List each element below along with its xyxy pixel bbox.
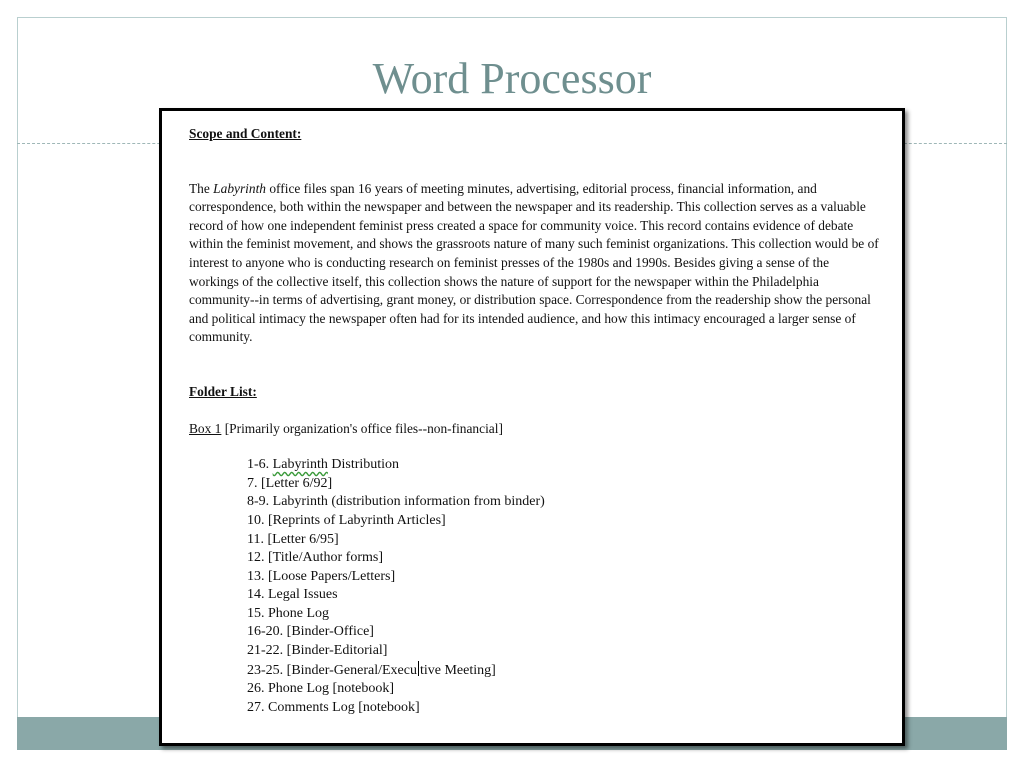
list-item: 11. [Letter 6/95] [247, 531, 339, 547]
list-item: 21-22. [Binder-Editorial] [247, 643, 388, 659]
list-item: 16-20. [Binder-Office] [247, 624, 374, 640]
list-item: 10. [Reprints of Labyrinth Articles] [247, 512, 446, 528]
list-item: 26. Phone Log [notebook] [247, 681, 394, 697]
folder-list-heading: Folder List: [189, 383, 257, 399]
box-description: [Primarily organization's office files--non-financial] [221, 420, 503, 436]
list-item [247, 456, 879, 475]
document-page[interactable] [159, 108, 905, 746]
scope-italic-title: Labyrinth [213, 180, 266, 196]
list-item: 12. [Title/Author forms] [247, 550, 383, 566]
scope-heading: Scope and Content: [189, 126, 302, 141]
slide-title: Word Processor [372, 54, 652, 103]
text-cursor [418, 661, 419, 676]
folder-list [247, 456, 879, 717]
list-item: 13. [Loose Papers/Letters] [247, 568, 396, 584]
list-item: 27. Comments Log [notebook] [247, 699, 420, 715]
list-item-prefix: 1-6. [247, 457, 273, 473]
list-item [247, 661, 879, 681]
list-item-suffix: Distribution [327, 457, 400, 473]
box-line [189, 420, 879, 439]
list-item: 14. Legal Issues [247, 587, 338, 603]
spellcheck-flag[interactable]: Labyrinth [272, 457, 328, 473]
scope-paragraph [189, 180, 879, 347]
text-before-cursor: 23-25. [Binder-General/Execu [247, 662, 417, 678]
list-item: 7. [Letter 6/92] [247, 475, 333, 491]
list-item: 15. Phone Log [247, 605, 330, 621]
list-item: 8-9. Labyrinth (distribution information from binder) [247, 494, 545, 510]
scope-body: office files span 16 years of meeting minutes, advertising, editorial process, financial information, and correspondence, both within the newspaper and between the newspaper and its readership. This collection serves as a valuable record of how one independent feminist press created a space for community voice. This record contains evidence of debate within the feminist movement, and shows the grassroots nature of many such feminist organizations. This collection would be of interest to anyone who is conducting research on feminist presses of the 1980s and 1990s. Besides giving a sense of the workings of the collective itself, this collection shows the nature of support for the newspaper within the Philadelphia community--in terms of advertising, grant money, or distribution space. Correspondence from the readership show the personal and political intimacy the newspaper often had for its intended audience, and how this intimacy encouraged a larger sense of community. [189, 180, 879, 345]
text-after-cursor: tive Meeting] [419, 662, 496, 678]
scope-prefix: The [189, 180, 214, 196]
document-body[interactable] [189, 125, 879, 717]
box-label: Box 1 [189, 420, 222, 436]
